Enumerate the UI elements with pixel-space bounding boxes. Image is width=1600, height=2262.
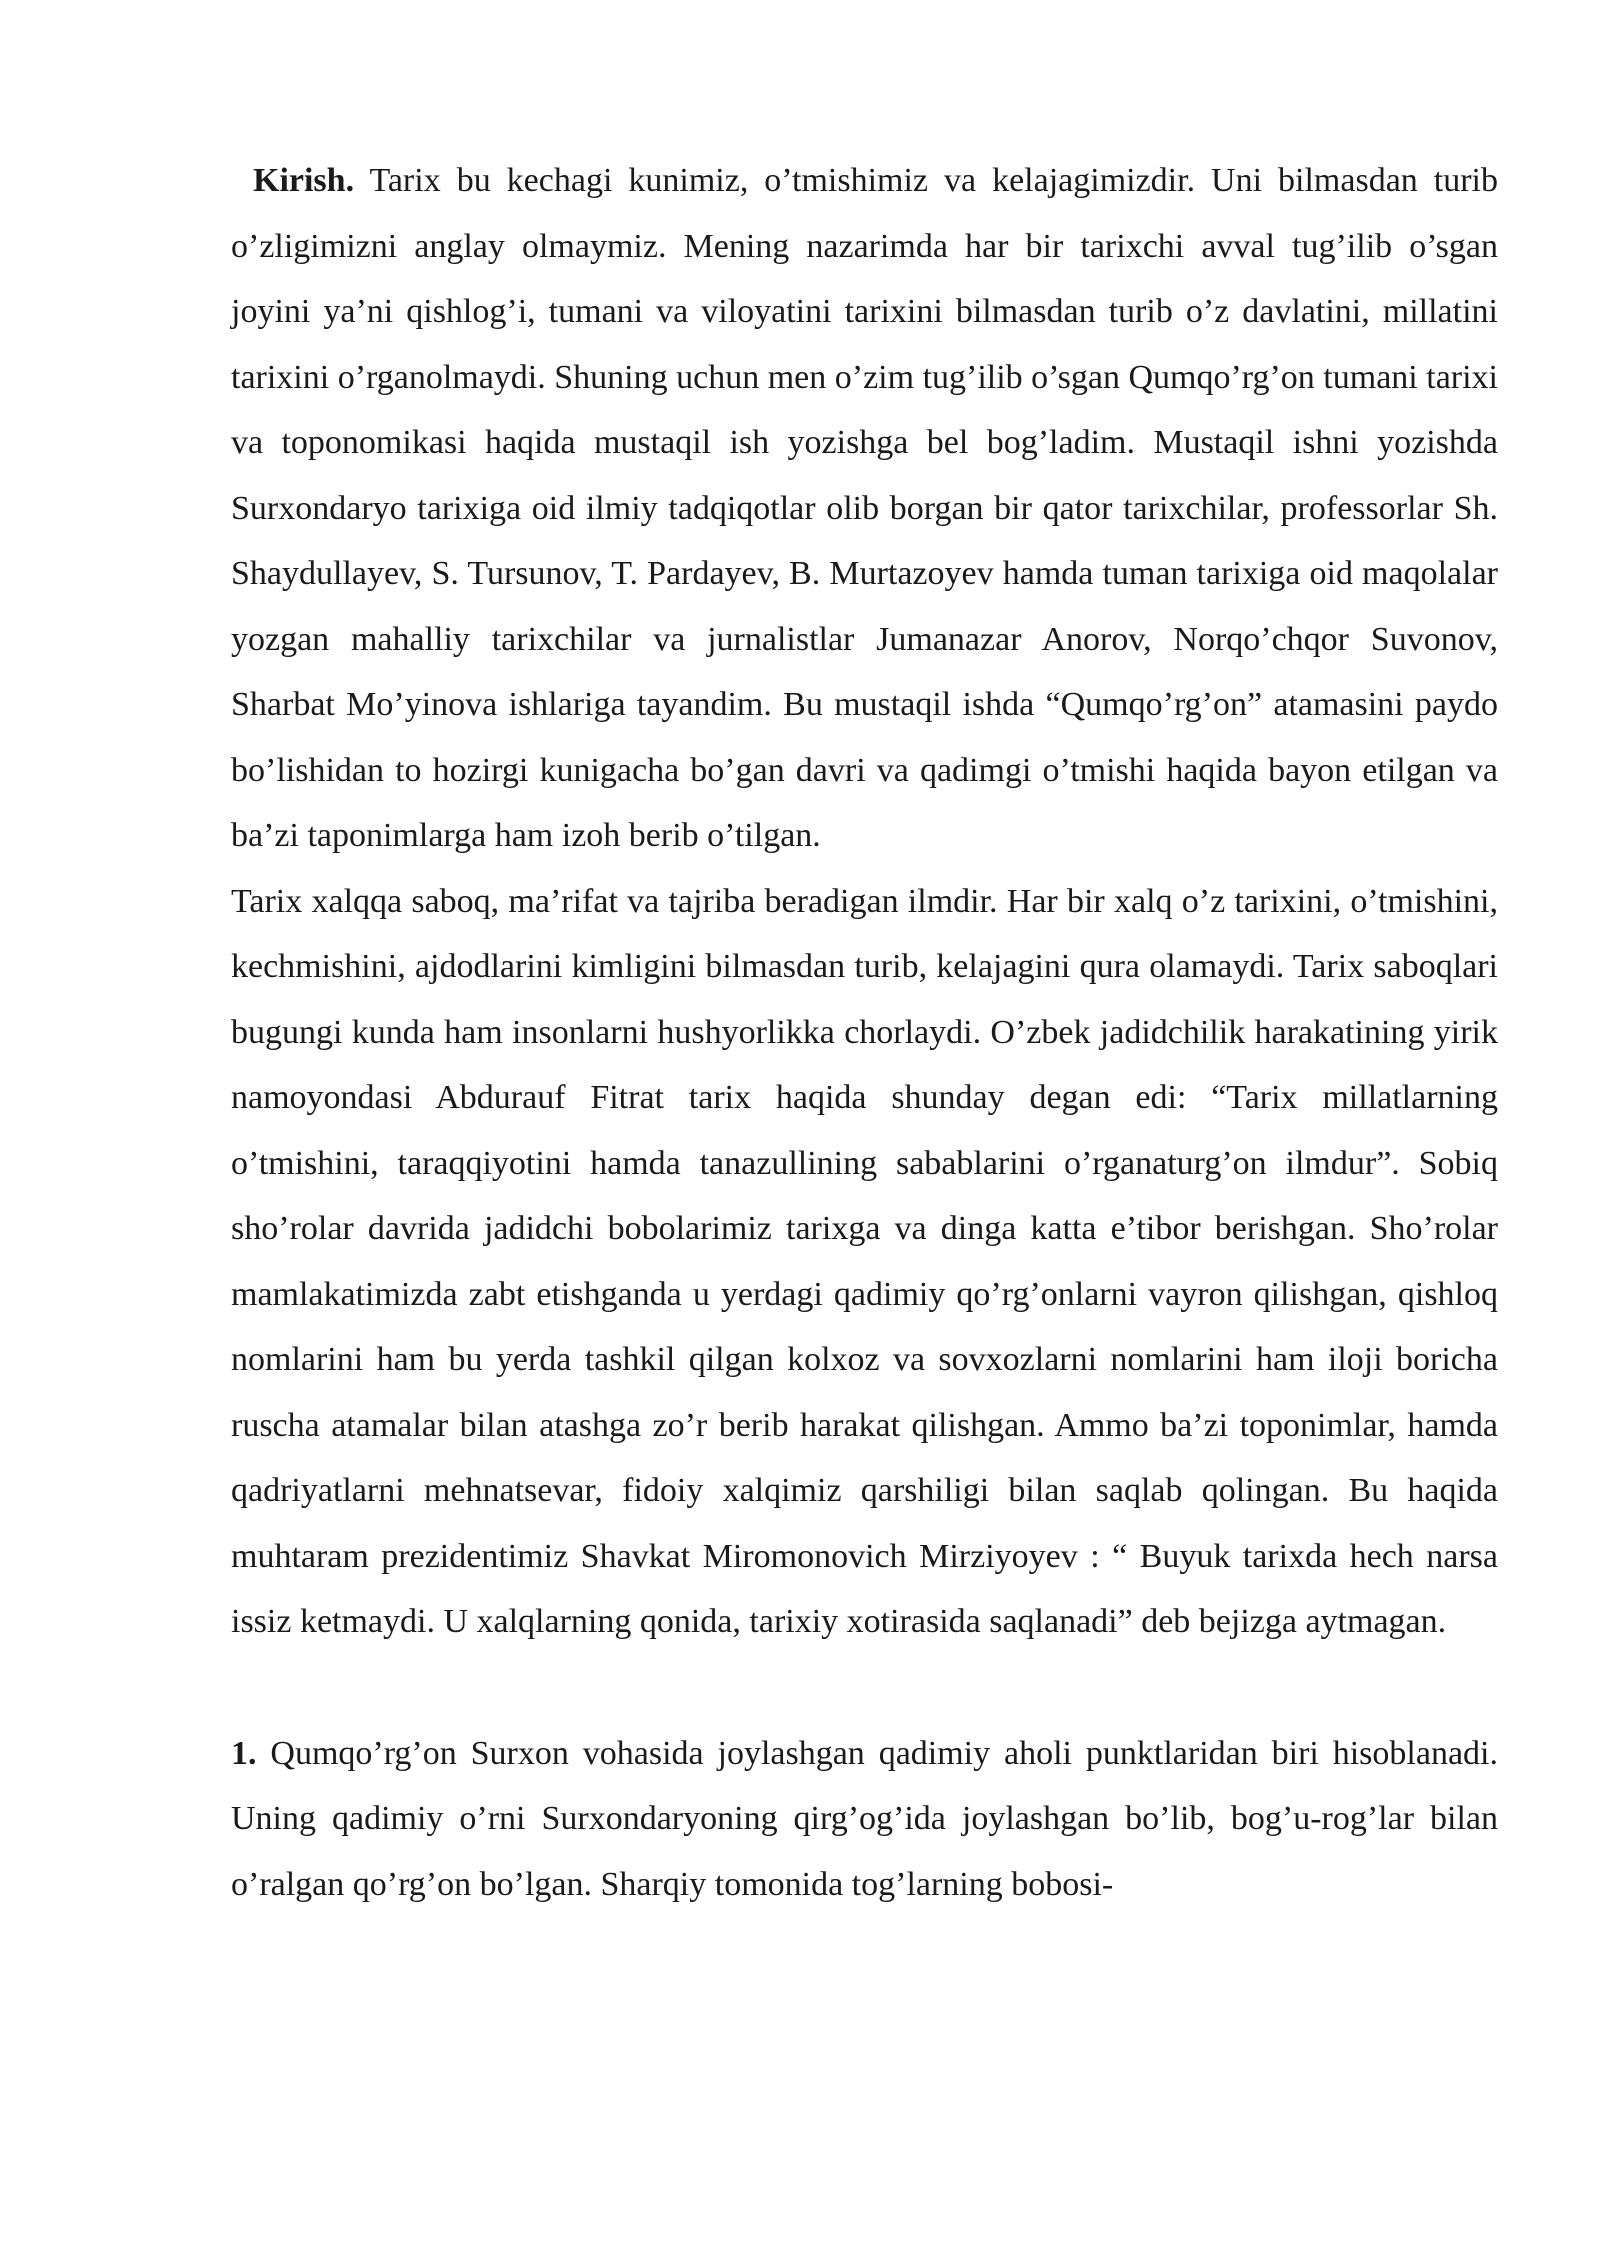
section-1-paragraph	[231, 1721, 1498, 1918]
history-paragraph: Tarix xalqqa saboq, ma’rifat va tajriba beradigan ilmdir. Har bir xalq o’z tarixini, o’tmishini, kechmishini, ajdodlarini kimligini bilmasdan turib, kelajagini qura olamaydi. Tarix saboqlari bugungi kunda ham insonlarni hushyorlikka chorlaydi. O’zbek jadidchilik harakatining yirik namoyondasi Abdurauf Fitrat tarix haqida shunday degan edi: “Tarix millatlarning o’tmishini, taraqqiyotini hamda tanazullining sabablarini o’rganaturg’on ilmdur”. Sobiq sho’rolar davrida jadidchi bobolarimiz tarixga va dinga katta e’tibor berishgan. Sho’rolar mamlakatimizda zabt etishganda u yerdagi qadimiy qo’rg’onlarni vayron qilishgan, qishloq nomlarini ham bu yerda tashkil qilgan kolxoz va sovxozlarni nomlarini ham iloji boricha ruscha atamalar bilan atashga zo’r berib harakat qilishgan. Ammo ba’zi toponimlar, hamda qadriyatlarni mehnatsevar, fidoiy xalqimiz qarshiligi bilan saqlab qolingan. Bu haqida muhtaram prezidentimiz Shavkat Miromonovich Mirziyoyev : “ Buyuk tarixda hech narsa issiz ketmaydi. U xalqlarning qonida, tarixiy xotirasida saqlanadi” deb bejizga aytmagan.	[231, 882, 1498, 1640]
intro-text: Tarix bu kechagi kunimiz, o’tmishimiz va kelajagimizdir. Uni bilmasdan turib o’zligimizni anglay olmaymiz. Mening nazarimda har bir tarixchi avval tug’ilib o’sgan joyini ya’ni qishlog’i, tumani va viloyatini tarixini bilmasdan turib o’z davlatini, millatini tarixini o’rganolmaydi. Shuning uchun men o’zim tug’ilib o’sgan Qumqo’rg’on tumani tarixi va toponomikasi haqida mustaqil ish yozishga bel bog’ladim. Mustaqil ishni yozishda Surxondaryo tarixiga oid ilmiy tadqiqotlar olib borgan bir qator tarixchilar, professorlar Sh. Shaydullayev, S. Tursunov, T. Pardayev, B. Murtazoyev hamda tuman tarixiga oid maqolalar yozgan mahalliy tarixchilar va jurnalistlar Jumanazar Anorov, Norqo’chqor Suvonov, Sharbat Mo’yinova ishlariga tayandim. Bu mustaqil ishda “Qumqo’rg’on” atamasini paydo bo’lishidan to hozirgi kunigacha bo’gan davri va qadimgi o’tmishi haqida bayon etilgan va ba’zi taponimlarga ham izoh berib o’tilgan.	[231, 162, 1498, 854]
paragraph-spacer	[231, 1655, 1498, 1721]
section-1-number: 1.	[231, 1734, 257, 1772]
intro-paragraph	[231, 148, 1498, 869]
intro-heading: Kirish.	[253, 162, 355, 199]
section-1-text: Qumqo’rg’on Surxon vohasida joylashgan qadimiy aholi punktlaridan biri hisoblanadi. Uning qadimiy o’rni Surxondaryoning qirg’og’ida joylashgan bo’lib, bog’u-rog’lar bilan o’ralgan qo’rg’on bo’lgan. Sharqiy tomonida tog’larning bobosi-	[231, 1734, 1498, 1903]
document-body	[231, 148, 1498, 1917]
